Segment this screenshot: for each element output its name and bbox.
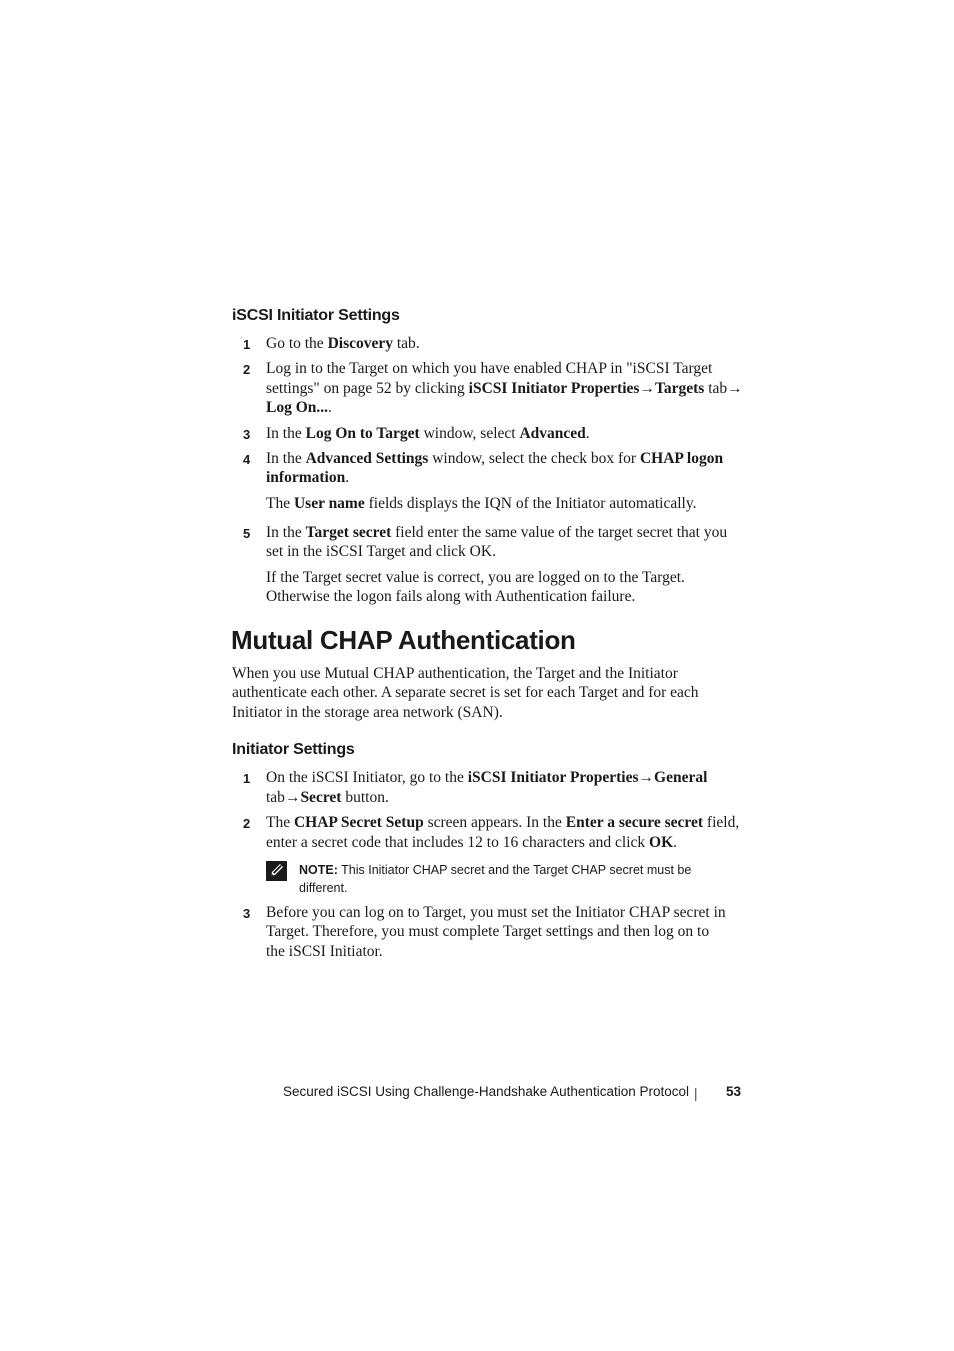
step-text [266,833,677,853]
arrow-glyph: → [639,380,655,397]
step-text [266,768,707,788]
step-text [266,424,590,444]
text: tab [266,789,285,806]
ui-term: OK [649,834,674,851]
note-pencil-icon-svg [266,861,287,881]
step-text: Target. Therefore, you must complete Target settings and then log on to [266,923,710,940]
ui-term: User name [293,495,365,512]
text: The [266,495,294,512]
section-heading-initiator-settings: Initiator Settings [232,741,355,758]
note-text: different. [299,881,348,895]
ui-term: Secret [300,789,342,806]
ui-term: Advanced Settings [305,450,429,467]
ui-term: General [654,769,708,786]
ui-term: Log On to Target [305,425,420,442]
text: Go to the [266,335,328,352]
ui-term: Targets [654,380,705,397]
footer-chapter-title: Secured iSCSI Using Challenge-Handshake Authentication Protocol [283,1084,689,1099]
ui-term: information [266,469,346,486]
step-subtext: Otherwise the logon fails along with Authentication failure. [266,588,636,605]
page-number: 53 [726,1084,742,1099]
ui-term: Advanced [519,425,586,442]
text: button. [341,789,389,806]
note-label: NOTE: [299,863,338,877]
section-heading-iscsi-initiator-settings: iSCSI Initiator Settings [232,307,400,324]
paragraph-line: authenticate each other. A separate secret is set for each Target and for each [232,684,699,701]
text: . [673,834,678,851]
text: . [328,399,332,416]
step-number: 4 [243,452,251,467]
text: tab. [392,335,420,352]
arrow-glyph: → [727,380,743,397]
text: . [585,425,590,442]
text: window, select the check box for [428,450,640,467]
step-number: 3 [243,427,251,442]
text: field, [703,814,740,831]
step-number: 1 [243,771,251,786]
paragraph-line: Initiator in the storage area network (SAN). [232,704,503,721]
footer-separator: | [694,1086,698,1101]
step-text [266,449,723,469]
text: On the iSCSI Initiator, go to the [266,769,468,786]
ui-term: iSCSI Initiator Properties [467,769,639,786]
ui-term: iSCSI Initiator Properties [468,380,640,397]
ui-term: CHAP logon [639,450,724,467]
section-heading-mutual-chap: Mutual CHAP Authentication [231,625,576,655]
note-text [299,861,691,879]
step-number: 3 [243,906,251,921]
arrow-glyph: → [284,789,301,806]
ui-term: Target secret [305,524,392,541]
step-text [266,813,739,833]
step-subtext [266,494,696,514]
text: The [266,814,294,831]
step-text [266,398,332,418]
step-text [266,379,743,399]
ui-term: Enter a secure secret [565,814,704,831]
arrow-glyph: → [638,769,655,786]
note-pencil-icon [266,861,287,881]
step-number: 2 [243,816,251,831]
step-text [266,788,389,808]
step-text [266,468,349,488]
text: screen appears. In the [423,814,566,831]
step-text: Before you can log on to Target, you must set the Initiator CHAP secret in [266,904,726,921]
text: enter a secret code that includes 12 to 16 characters and click [266,834,650,851]
text: This Initiator CHAP secret and the Target CHAP secret must be [341,863,692,877]
ui-term: Discovery [327,335,393,352]
step-text: the iSCSI Initiator. [266,943,383,960]
text: In the [266,425,306,442]
step-text: set in the iSCSI Target and click OK. [266,543,496,560]
ui-term: Log On... [266,399,329,416]
paragraph-line: When you use Mutual CHAP authentication, the Target and the Initiator [232,665,678,682]
text: In the [266,450,306,467]
step-text: Log in to the Target on which you have enabled CHAP in "iSCSI Target [266,360,713,377]
step-text [266,334,420,354]
step-text [266,523,727,543]
step-subtext: If the Target secret value is correct, you are logged on to the Target. [266,569,685,586]
step-number: 5 [243,526,251,541]
step-number: 2 [243,362,251,377]
text: . [345,469,350,486]
text: window, select [419,425,520,442]
step-number: 1 [243,337,251,352]
text: In the [266,524,306,541]
text: settings" on page 52 by clicking [266,380,469,397]
ui-term: CHAP Secret Setup [293,814,424,831]
text: tab [704,380,728,397]
text: fields displays the IQN of the Initiator automatically. [364,495,697,512]
text: field enter the same value of the target secret that you [391,524,728,541]
